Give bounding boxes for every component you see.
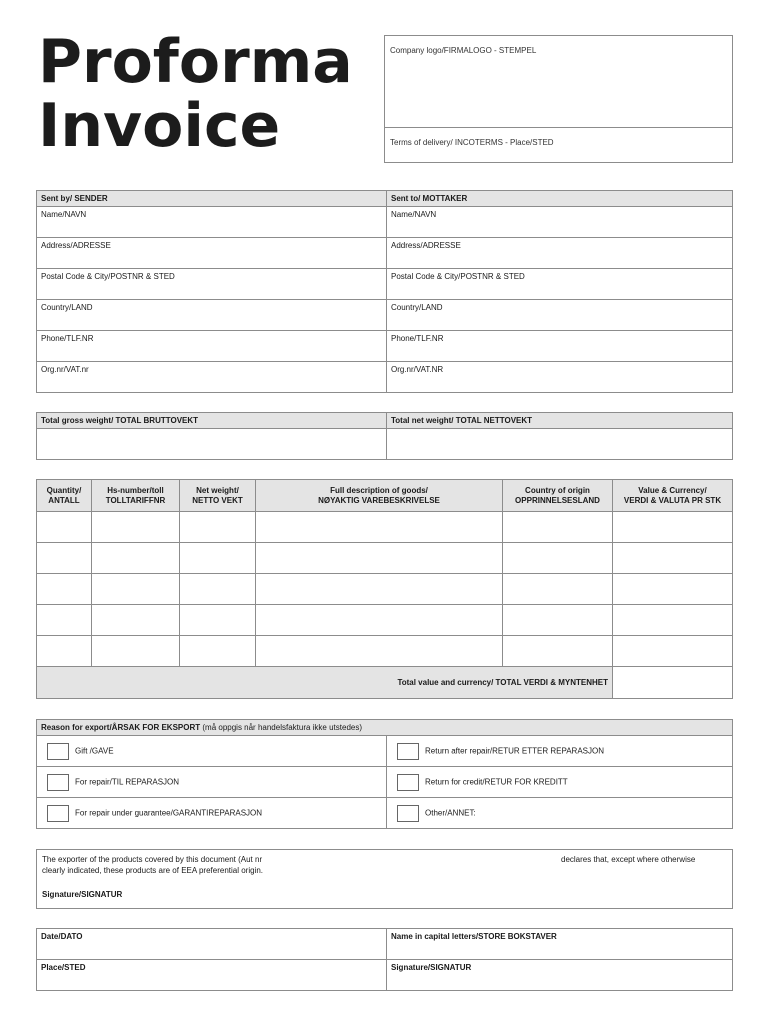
title-line-2: Invoice [38, 91, 281, 161]
declaration-box [36, 849, 733, 909]
cell[interactable] [503, 605, 613, 636]
parties-table [36, 190, 733, 393]
footer-table [36, 928, 733, 991]
receiver-phone-field[interactable]: Phone/TLF.NR [387, 331, 733, 362]
terms-of-delivery-label: Terms of delivery/ INCOTERMS - Place/STED [390, 138, 554, 147]
sender-orgnr-field[interactable]: Org.nr/VAT.nr [37, 362, 387, 393]
option-other[interactable]: Other/ANNET: [387, 798, 733, 829]
table-row [37, 636, 733, 667]
cell[interactable] [613, 512, 733, 543]
cell[interactable] [613, 574, 733, 605]
cell[interactable] [37, 605, 92, 636]
reason-header-note: (må oppgis når handelsfaktura ikke utstedes) [200, 723, 363, 732]
cell[interactable] [180, 574, 256, 605]
party-row [37, 362, 733, 393]
option-return-for-credit[interactable]: Return for credit/RETUR FOR KREDITT [387, 767, 733, 798]
cell[interactable] [92, 605, 180, 636]
option-for-repair[interactable]: For repair/TIL REPARASJON [37, 767, 387, 798]
page-title [38, 27, 353, 161]
checkbox[interactable] [397, 743, 419, 760]
cell[interactable] [613, 636, 733, 667]
cell[interactable] [180, 512, 256, 543]
cell[interactable] [256, 605, 503, 636]
checkbox[interactable] [397, 774, 419, 791]
total-row [37, 667, 733, 699]
party-row [37, 207, 733, 238]
checkbox[interactable] [47, 805, 69, 822]
col-description-header: Full description of goods/ NØYAKTIG VAREBESKRIVELSE [256, 480, 503, 512]
cell[interactable] [256, 543, 503, 574]
col-hs-number-header: Hs-number/toll TOLLTARIFFNR [92, 480, 180, 512]
cell[interactable] [92, 636, 180, 667]
option-gift[interactable]: Gift /GAVE [37, 736, 387, 767]
cell[interactable] [180, 636, 256, 667]
cell[interactable] [180, 543, 256, 574]
table-row [37, 543, 733, 574]
sender-phone-field[interactable]: Phone/TLF.NR [37, 331, 387, 362]
logo-terms-box [384, 35, 733, 163]
date-field[interactable]: Date/DATO [37, 929, 387, 960]
table-row [37, 605, 733, 636]
cell[interactable] [256, 512, 503, 543]
terms-of-delivery-field[interactable] [385, 128, 732, 162]
footer-signature-field[interactable]: Signature/SIGNATUR [387, 960, 733, 991]
col-country-origin-header: Country of origin OPPRINNELSESLAND [503, 480, 613, 512]
cell[interactable] [92, 574, 180, 605]
declaration-signature-label[interactable]: Signature/SIGNATUR [42, 890, 123, 899]
cell[interactable] [92, 543, 180, 574]
col-quantity-header: Quantity/ ANTALL [37, 480, 92, 512]
reason-table [36, 719, 733, 829]
checkbox[interactable] [47, 774, 69, 791]
col-net-weight-header: Net weight/ NETTO VEKT [180, 480, 256, 512]
cell[interactable] [92, 512, 180, 543]
cell[interactable] [503, 574, 613, 605]
reason-header [37, 720, 733, 736]
table-row [37, 574, 733, 605]
cell[interactable] [613, 605, 733, 636]
cell[interactable] [503, 512, 613, 543]
receiver-address-field[interactable]: Address/ADRESSE [387, 238, 733, 269]
checkbox[interactable] [397, 805, 419, 822]
declaration-text: The exporter of the products covered by this document (Aut nr declares that, except where otherwise [42, 855, 696, 864]
cell[interactable] [503, 543, 613, 574]
receiver-orgnr-field[interactable]: Org.nr/VAT.NR [387, 362, 733, 393]
sender-header: Sent by/ SENDER [37, 191, 387, 207]
party-row [37, 269, 733, 300]
weights-table [36, 412, 733, 460]
cell[interactable] [613, 543, 733, 574]
sender-name-field[interactable]: Name/NAVN [37, 207, 387, 238]
goods-header-row [37, 480, 733, 512]
net-weight-field[interactable] [387, 429, 733, 460]
total-value-field[interactable] [613, 667, 733, 699]
goods-table [36, 479, 733, 699]
cell[interactable] [37, 512, 92, 543]
option-repair-under-guarantee[interactable]: For repair under guarantee/GARANTIREPARASJON [37, 798, 387, 829]
sender-address-field[interactable]: Address/ADRESSE [37, 238, 387, 269]
checkbox[interactable] [47, 743, 69, 760]
cell[interactable] [37, 574, 92, 605]
reason-header-bold: Reason for export/ÅRSAK FOR EKSPORT [41, 723, 201, 732]
party-row [37, 238, 733, 269]
company-logo-field[interactable] [385, 36, 732, 128]
receiver-postal-field[interactable]: Postal Code & City/POSTNR & STED [387, 269, 733, 300]
sender-country-field[interactable]: Country/LAND [37, 300, 387, 331]
receiver-name-field[interactable]: Name/NAVN [387, 207, 733, 238]
col-value-header: Value & Currency/ VERDI & VALUTA PR STK [613, 480, 733, 512]
cell[interactable] [256, 636, 503, 667]
name-capitals-field[interactable]: Name in capital letters/STORE BOKSTAVER [387, 929, 733, 960]
title-line-1: Proforma [38, 27, 353, 97]
cell[interactable] [503, 636, 613, 667]
gross-weight-field[interactable] [37, 429, 387, 460]
option-return-after-repair[interactable]: Return after repair/RETUR ETTER REPARASJON [387, 736, 733, 767]
declaration-text-line2: clearly indicated, these products are of EEA preferential origin. [42, 866, 264, 875]
company-logo-label: Company logo/FIRMALOGO - STEMPEL [390, 46, 537, 55]
receiver-header: Sent to/ MOTTAKER [387, 191, 733, 207]
party-row [37, 331, 733, 362]
receiver-country-field[interactable]: Country/LAND [387, 300, 733, 331]
party-row [37, 300, 733, 331]
gross-weight-header: Total gross weight/ TOTAL BRUTTOVEKT [37, 413, 387, 429]
cell[interactable] [256, 574, 503, 605]
net-weight-header: Total net weight/ TOTAL NETTOVEKT [387, 413, 733, 429]
cell[interactable] [37, 543, 92, 574]
place-field[interactable]: Place/STED [37, 960, 387, 991]
cell[interactable] [180, 605, 256, 636]
sender-postal-field[interactable]: Postal Code & City/POSTNR & STED [37, 269, 387, 300]
cell[interactable] [37, 636, 92, 667]
table-row [37, 512, 733, 543]
total-value-label: Total value and currency/ TOTAL VERDI & MYNTENHET [37, 667, 613, 699]
